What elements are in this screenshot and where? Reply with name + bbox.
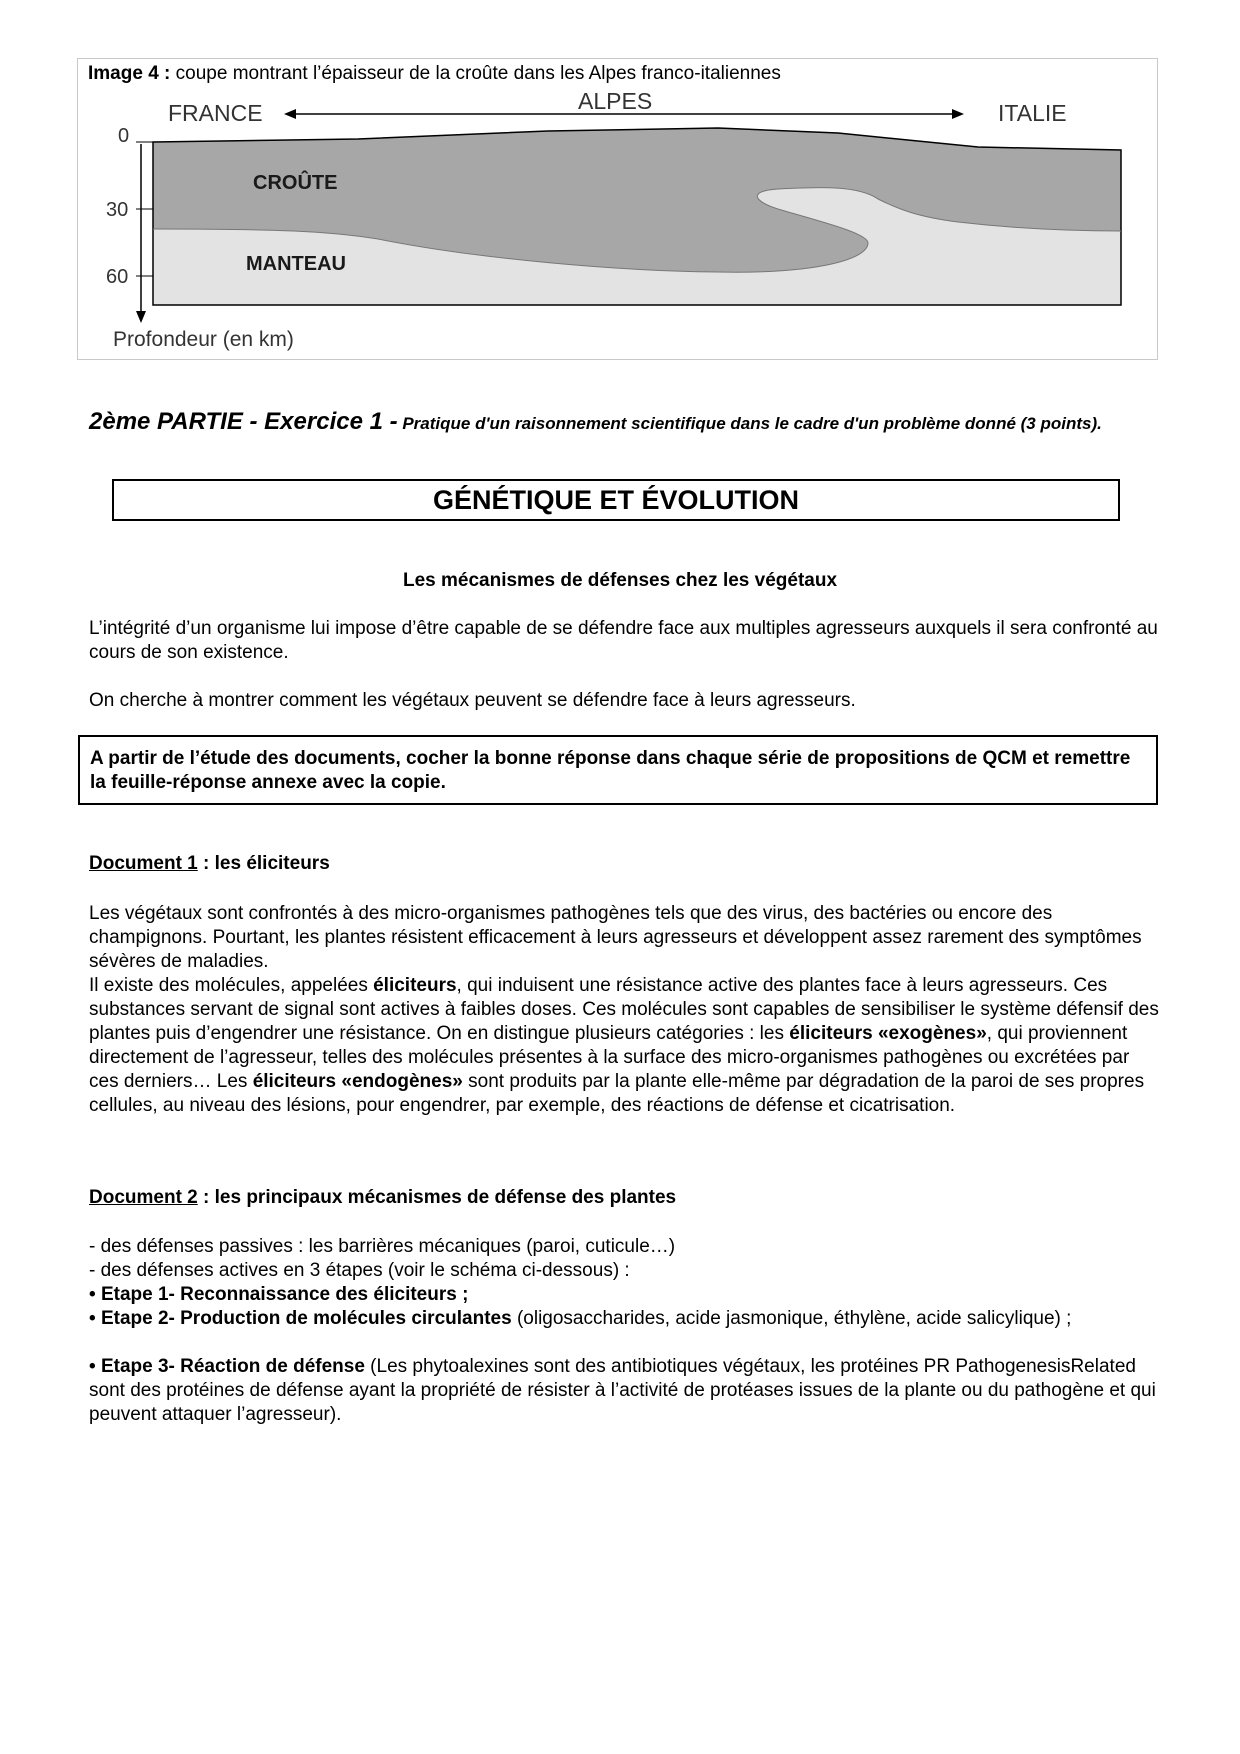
doc2-title <box>89 1187 676 1209</box>
figure-image-4 <box>77 58 1158 360</box>
part-subtitle: Pratique d'un raisonnement scientifique dans le cadre d'un problème donné (3 points). <box>397 414 1102 433</box>
bullet-3: • <box>89 1356 96 1377</box>
doc1-p2-f: éliciteurs «endogènes» <box>252 1071 463 1092</box>
doc1-p2-g: sont produits par la plante elle-même par dégradation de la paroi de ses propres cellules, au niveau des lésions, pour engendrer, par exemple, des réactions de défense et cicatrisation. <box>89 1071 1145 1116</box>
doc1-p2-c: , qui induisent une résistance active des plantes face à leurs agresseurs. Ces substances servant de signal sont actives à faibles doses. Ces molécules sont capables de sensibiliser le système défensif des plantes puis d’engendrer une résistance. On en distingue plusieurs catégories : les <box>89 975 1159 1044</box>
label-manteau: MANTEAU <box>246 253 346 275</box>
doc2-line-1: - des défenses passives : les barrières mécaniques (paroi, cuticule…) <box>89 1236 676 1257</box>
label-italie: ITALIE <box>998 100 1067 126</box>
doc2-step-2-text: (oligosaccharides, acide jasmonique, éthylène, acide salicylique) ; <box>511 1308 1072 1329</box>
arrow-head-left <box>284 109 296 119</box>
section-subtitle: Les mécanismes de défenses chez les végétaux <box>402 570 838 591</box>
doc2-step-3-bold: Etape 3- Réaction de défense <box>100 1356 365 1377</box>
doc1-paragraph-2 <box>89 974 1159 1118</box>
depth-axis-label: Profondeur (en km) <box>113 328 294 351</box>
doc1-p2-d: éliciteurs «exogènes» <box>789 1023 987 1044</box>
doc1-p2-b: éliciteurs <box>373 975 457 996</box>
doc1-p2-e: , qui proviennent directement de l’agresseur, telles des molécules présentes à la surface des micro-organismes pathogènes ou excrétées par ces derniers… Les <box>89 1023 1130 1092</box>
label-croute: CROÛTE <box>253 172 338 194</box>
doc2-line-2: - des défenses actives en 3 étapes (voir le schéma ci-dessous) : <box>89 1260 630 1281</box>
intro-paragraph-2: On cherche à montrer comment les végétaux peuvent se défendre face à leurs agresseurs. <box>89 690 856 711</box>
doc1-label: Document 1 <box>89 853 198 874</box>
label-france: FRANCE <box>168 100 263 126</box>
tick-label-30: 30 <box>106 199 129 221</box>
arrow-head-right <box>952 109 964 119</box>
bullet-2: • <box>89 1308 96 1329</box>
theme-title: GÉNÉTIQUE ET ÉVOLUTION <box>112 479 1120 521</box>
doc2-step-1-text: Etape 1- Reconnaissance des éliciteurs ; <box>100 1284 469 1305</box>
doc2-title-text: : les principaux mécanismes de défense des plantes <box>197 1187 677 1208</box>
label-alpes: ALPES <box>578 88 653 114</box>
doc1-title-text: : les éliciteurs <box>197 853 330 874</box>
part-main-title: 2ème PARTIE - Exercice 1 - <box>89 408 398 435</box>
tick-label-0: 0 <box>118 125 130 147</box>
doc2-step-3-text: (Les phytoalexines sont des antibiotiques végétaux, les protéines PR PathogenesisRelated sont des protéines de défense ayant la propriété de résister à l’activité de protéases issues de la plante ou du pathogène et qui peuvent attaquer l’agresseur). <box>89 1356 1156 1425</box>
depth-axis-arrow <box>136 311 146 323</box>
task-instruction: A partir de l’étude des documents, cocher la bonne réponse dans chaque série de propositions de QCM et remettre la feuille-réponse annexe avec la copie. <box>78 735 1158 805</box>
intro-paragraph-1: L’intégrité d’un organisme lui impose d’être capable de se défendre face aux multiples agresseurs auxquels il sera confronté au cours de son existence. <box>89 618 1158 663</box>
doc2-step-1 <box>89 1283 1159 1307</box>
doc1-p2-a: Il existe des molécules, appelées <box>89 975 374 996</box>
figure-caption-text: coupe montrant l’épaisseur de la croûte dans les Alpes franco-italiennes <box>170 63 781 84</box>
figure-caption <box>88 63 781 85</box>
doc2-label: Document 2 <box>89 1187 198 1208</box>
part-heading <box>89 410 1149 436</box>
doc1-title <box>89 853 330 875</box>
doc1-paragraph-1: Les végétaux sont confrontés à des micro-organismes pathogènes tels que des virus, des bactéries ou encore des champignons. Pourtant, les plantes résistent efficacement à leurs agresseurs et développent assez rarement des symptômes sévères de maladies. <box>89 903 1142 972</box>
doc2-step-3 <box>89 1355 1159 1427</box>
figure-caption-label: Image 4 : <box>88 63 171 84</box>
doc2-step-2-bold: Etape 2- Production de molécules circulantes <box>100 1308 512 1329</box>
doc2-step-2 <box>89 1307 1159 1331</box>
crust-cross-section <box>78 59 1159 361</box>
tick-label-60: 60 <box>106 266 129 288</box>
bullet-1: • <box>89 1284 96 1305</box>
